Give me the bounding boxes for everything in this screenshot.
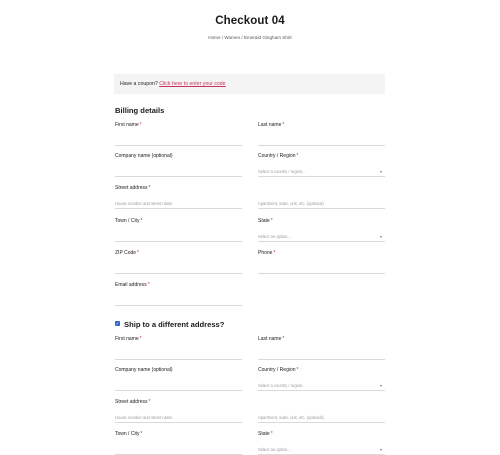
country-label: Country / Region* <box>258 153 299 159</box>
coupon-notice <box>114 74 385 94</box>
billing-last-name-field <box>258 122 385 129</box>
required-mark: * <box>270 218 273 224</box>
required-mark: * <box>296 367 299 373</box>
billing-first-name-field <box>115 122 242 129</box>
phone-input[interactable] <box>258 264 385 274</box>
chevron-down-icon: ▾ <box>379 234 382 239</box>
required-mark: * <box>137 250 139 256</box>
country-select[interactable]: Select a country / region... ▾ <box>258 167 385 177</box>
required-mark: * <box>140 431 143 437</box>
required-mark: * <box>273 250 276 256</box>
billing-street-field <box>115 185 242 206</box>
billing-email-field <box>115 282 242 289</box>
required-mark: * <box>282 122 285 128</box>
shipping-company-field <box>115 367 242 374</box>
first-name-input[interactable] <box>115 350 242 360</box>
last-name-label: Last name* <box>258 122 285 128</box>
country-label: Country / Region* <box>258 367 299 373</box>
shipping-town-field <box>115 431 242 438</box>
coupon-prompt: Have a coupon? <box>120 81 158 87</box>
required-mark: * <box>139 336 142 342</box>
street-input[interactable]: House number and street name <box>115 199 242 209</box>
required-mark: * <box>282 336 285 342</box>
billing-zip-field <box>115 250 242 257</box>
first-name-label: First name* <box>115 336 142 342</box>
ship-different-checkbox[interactable]: ✓ <box>115 321 120 326</box>
street-label: Street address* <box>115 185 151 191</box>
company-input[interactable] <box>115 381 242 391</box>
town-label: Town / City* <box>115 431 143 437</box>
phone-label: Phone* <box>258 250 276 256</box>
chevron-down-icon: ▾ <box>379 447 382 452</box>
billing-phone-field <box>258 250 385 257</box>
country-select[interactable]: Select a country / region... ▾ <box>258 381 385 391</box>
street-input[interactable]: House number and street name <box>115 413 242 423</box>
apartment-input[interactable]: Apartment, suite, unit, etc. (optional) <box>258 199 385 209</box>
breadcrumb: Home / Women / Emerald Gingham Shirt <box>208 35 292 40</box>
company-label: Company name (optional) <box>115 367 173 373</box>
email-input[interactable] <box>115 296 242 306</box>
zip-label: ZIP Code* <box>115 250 139 256</box>
company-input[interactable] <box>115 167 242 177</box>
billing-state-field <box>258 218 385 239</box>
zip-input[interactable] <box>115 264 242 274</box>
coupon-link[interactable]: Click here to enter your code <box>159 81 226 87</box>
last-name-input[interactable] <box>258 136 385 146</box>
state-label: State* <box>258 431 273 437</box>
email-label: Email address* <box>115 282 150 288</box>
required-mark: * <box>148 185 151 191</box>
state-label: State* <box>258 218 273 224</box>
town-input[interactable] <box>115 232 242 242</box>
last-name-input[interactable] <box>258 350 385 360</box>
billing-town-field <box>115 218 242 225</box>
required-mark: * <box>139 122 142 128</box>
shipping-last-name-field <box>258 336 385 343</box>
street-label: Street address* <box>115 399 151 405</box>
state-select[interactable]: Select an option... ▾ <box>258 445 385 455</box>
chevron-down-icon: ▾ <box>379 383 382 388</box>
company-label: Company name (optional) <box>115 153 173 159</box>
billing-title: Billing details <box>115 106 165 115</box>
first-name-label: First name* <box>115 122 142 128</box>
billing-country-field <box>258 153 385 174</box>
required-mark: * <box>148 399 151 405</box>
page-title: Checkout 04 <box>215 15 285 27</box>
required-mark: * <box>147 282 150 288</box>
shipping-first-name-field <box>115 336 242 343</box>
last-name-label: Last name* <box>258 336 285 342</box>
billing-company-field <box>115 153 242 160</box>
shipping-state-field <box>258 431 385 452</box>
shipping-title: Ship to a different address? <box>124 320 225 329</box>
apartment-input[interactable]: Apartment, suite, unit, etc. (optional) <box>258 413 385 423</box>
shipping-country-field <box>258 367 385 388</box>
required-mark: * <box>140 218 143 224</box>
town-label: Town / City* <box>115 218 143 224</box>
first-name-input[interactable] <box>115 136 242 146</box>
shipping-street-field <box>115 399 242 420</box>
required-mark: * <box>296 153 299 159</box>
chevron-down-icon: ▾ <box>379 169 382 174</box>
town-input[interactable] <box>115 445 242 455</box>
required-mark: * <box>270 431 273 437</box>
state-select[interactable]: Select an option... ▾ <box>258 232 385 242</box>
